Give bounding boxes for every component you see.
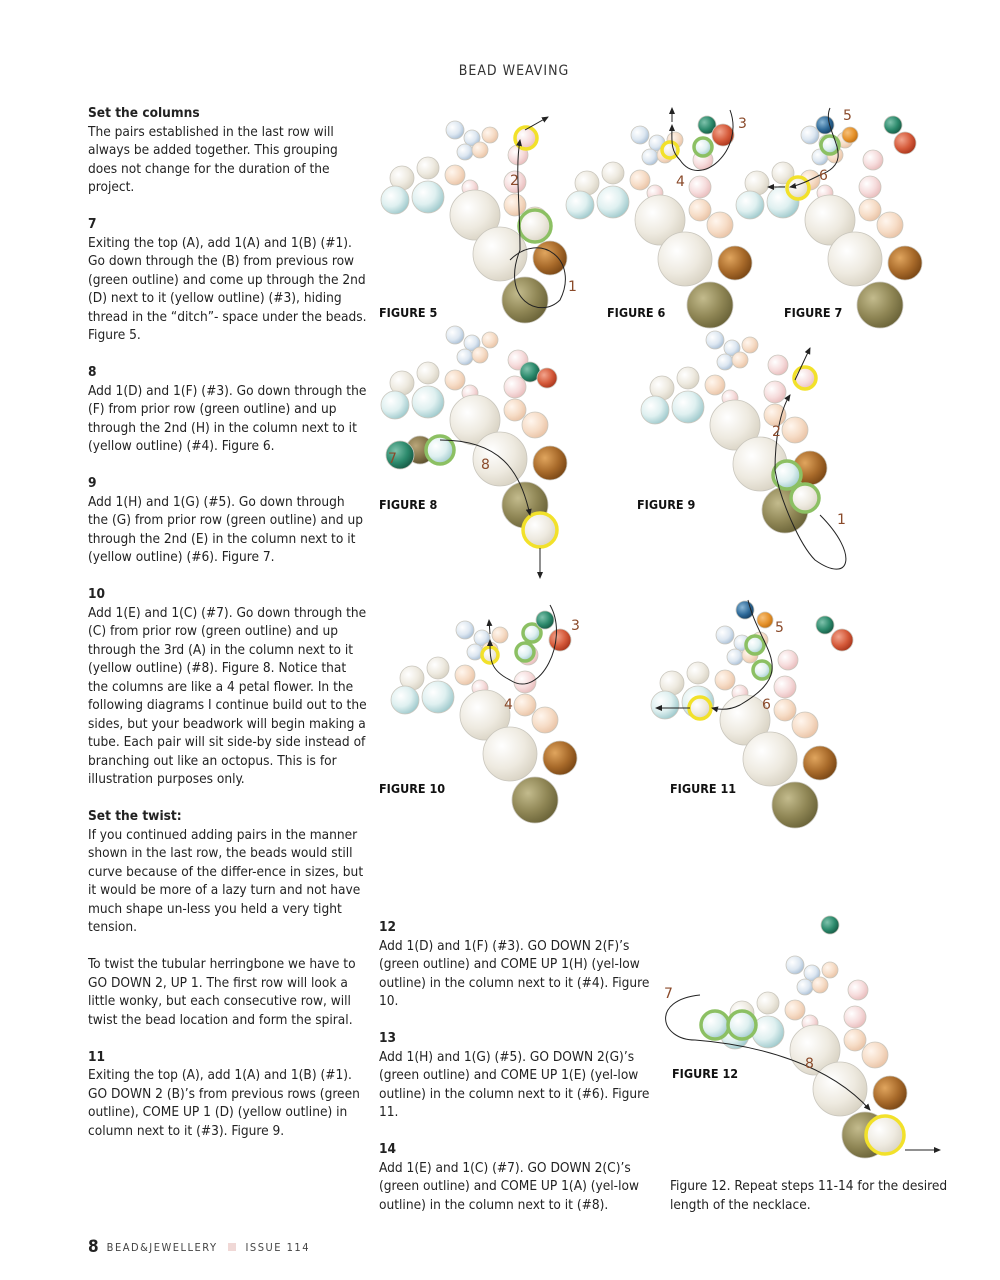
bead [787, 177, 809, 199]
bead [774, 699, 796, 721]
bead [519, 210, 551, 242]
step-number: 2 [510, 173, 519, 189]
figure-6-label: FIGURE 6 [607, 305, 666, 320]
bead [701, 1011, 729, 1039]
bead [642, 149, 658, 165]
bead [794, 367, 816, 389]
figure-9-diagram [641, 331, 846, 569]
figure-7-diagram [736, 108, 922, 328]
bead [536, 611, 554, 629]
bead [859, 176, 881, 198]
bead [514, 671, 536, 693]
step-number: 7 [388, 451, 397, 467]
bead [866, 1116, 904, 1154]
bead [778, 650, 798, 670]
bead [828, 232, 882, 286]
bead [736, 191, 764, 219]
bead [597, 186, 629, 218]
bead [707, 212, 733, 238]
bead [844, 1029, 866, 1051]
bead [523, 513, 557, 547]
paragraph-title: 8 [88, 364, 97, 380]
bead [743, 732, 797, 786]
bead [504, 194, 526, 216]
bead [782, 417, 808, 443]
footer-divider [228, 1243, 236, 1251]
bead [812, 977, 828, 993]
bead [631, 126, 649, 144]
bead [801, 126, 819, 144]
bead [785, 1000, 805, 1020]
paragraph-text: Add 1(E) and 1(C) (#7). Go down through the (C) from prior row (green outline) and up through the 3rd (A) in the column next to it (yellow outline) (#8). Figure 8. Notice that the columns are like a 4 petal flower. In the following diagrams I continue build out to the sides, but your beadwork will begin making a tube. Each pair will sit side-by side instead of branching out like an octopus. This is for illustration purposes only. [88, 604, 367, 787]
bead [533, 446, 567, 480]
bead [768, 355, 788, 375]
paragraph-text: Exiting the top (A), add 1(A) and 1(B) (#1). GO DOWN 2 (B)’s from previous rows (green outline), COME UP 1 (D) (yellow outline) in column next to it (#3). Figure 9. [88, 1067, 360, 1139]
bead [717, 354, 733, 370]
bead [821, 916, 839, 934]
bead [566, 191, 594, 219]
bead [417, 362, 439, 384]
paragraph-title: 9 [88, 475, 97, 491]
step-number: 8 [805, 1056, 814, 1072]
bead [549, 629, 571, 651]
issue-number: ISSUE 114 [245, 1240, 311, 1254]
figure-6-diagram [566, 108, 752, 328]
bead [391, 686, 419, 714]
bead [772, 782, 818, 828]
step-number: 5 [775, 620, 784, 636]
bead [512, 777, 558, 823]
figure-7-label: FIGURE 7 [784, 305, 843, 320]
bead [816, 616, 834, 634]
paragraph-text: To twist the tubular herringbone we have to GO DOWN 2, UP 1. The first row will look a little wonky, but each consecutive row, will twist the bead location and form the spiral. [88, 956, 356, 1028]
bead [873, 1076, 907, 1110]
bead [427, 657, 449, 679]
bead [757, 992, 779, 1014]
paragraph-title: Set the columns [88, 105, 200, 121]
bead [381, 391, 409, 419]
figure-9-label: FIGURE 9 [637, 497, 696, 512]
bead [457, 144, 473, 160]
bead [641, 396, 669, 424]
paragraph-title: 14 [379, 1141, 397, 1157]
bead [537, 368, 557, 388]
bead [483, 727, 537, 781]
paragraph-text: Add 1(D) and 1(F) (#3). Go down through the (F) from prior row (green outline) and up through the 2nd (H) in the column next to it (yellow outline) (#4). Figure 6. [88, 382, 367, 454]
bead [651, 691, 679, 719]
bead [694, 138, 712, 156]
bead [689, 176, 711, 198]
bead [857, 282, 903, 328]
paragraph-title: 12 [379, 919, 397, 935]
bead [455, 665, 475, 685]
bead [727, 649, 743, 665]
bead [746, 636, 764, 654]
step-number: 5 [843, 108, 852, 124]
paragraph-title: Set the twist: [88, 808, 182, 824]
bead [602, 162, 624, 184]
paragraph-text: Add 1(E) and 1(C) (#7). GO DOWN 2(C)’s (green outline) and COME UP 1(A) (yel-low outline) in the column next to it (#8). [379, 1159, 639, 1213]
bead [803, 746, 837, 780]
bead [689, 199, 711, 221]
bead [894, 132, 916, 154]
bead [728, 1011, 756, 1039]
bead [417, 157, 439, 179]
bead [677, 367, 699, 389]
bead [662, 142, 678, 158]
bead [764, 381, 786, 403]
bead [446, 121, 464, 139]
paragraph-text: The pairs established in the last row will always be added together. This grouping does not change for the duration of the project. [88, 123, 338, 195]
bead [522, 412, 548, 438]
bead [422, 681, 454, 713]
bead [831, 629, 853, 651]
bead [791, 484, 819, 512]
bead [732, 352, 748, 368]
bead [859, 199, 881, 221]
step-number: 1 [837, 512, 846, 528]
bead [687, 282, 733, 328]
bead [504, 399, 526, 421]
bead [764, 404, 786, 426]
bead [472, 142, 488, 158]
bead [516, 643, 534, 661]
bead [757, 612, 773, 628]
step-number: 3 [571, 618, 580, 634]
bead [753, 661, 771, 679]
step-numbers [388, 108, 852, 1072]
paragraph-text: Exiting the top (A), add 1(A) and 1(B) (#1). Go down through the (B) from previous row (green outline) and come up through the 2nd (D) next to it (yellow outline) (#3), hiding thread in the “ditch”- space under the beads. Figure 5. [88, 234, 367, 343]
paragraph-title: 13 [379, 1030, 397, 1046]
figure-5-label: FIGURE 5 [379, 305, 438, 320]
bead [786, 956, 804, 974]
step-number: 6 [819, 168, 828, 184]
bead [689, 697, 711, 719]
bead [672, 391, 704, 423]
bead [502, 277, 548, 323]
paragraph-text: Add 1(H) and 1(G) (#5). Go down through the (G) from prior row (green outline) and up through the 2nd (E) in the column next to it (yellow outline) (#6). Figure 7. [88, 493, 363, 565]
bead [862, 1042, 888, 1068]
figure-8-diagram [381, 326, 567, 578]
step-number: 8 [481, 457, 490, 473]
step-number: 6 [762, 697, 771, 713]
bead [774, 676, 796, 698]
bead [718, 246, 752, 280]
figure-12-caption: Figure 12. Repeat steps 11-14 for the desired length of the necklace. [670, 1178, 948, 1213]
thread-path [525, 117, 548, 130]
bead [445, 165, 465, 185]
magazine-name: BEAD&JEWELLERY [106, 1240, 218, 1254]
step-number: 4 [504, 697, 513, 713]
bead [792, 712, 818, 738]
bead [884, 116, 902, 134]
bead [482, 127, 498, 143]
bead [630, 170, 650, 190]
paragraph-text: Add 1(D) and 1(F) (#3). GO DOWN 2(F)’s (green outline) and COME UP 1(H) (yel-low outline) in the column next to it (#4). Figure 10. [379, 937, 650, 1009]
step-number: 7 [664, 986, 673, 1002]
bead [456, 621, 474, 639]
page-number: 8 [88, 1237, 99, 1257]
figure-12-diagram [666, 916, 940, 1158]
figure-12-label: FIGURE 12 [672, 1066, 739, 1081]
bead [467, 644, 483, 660]
bead [742, 337, 758, 353]
bead [533, 241, 567, 275]
bead [848, 980, 868, 1000]
step-number: 3 [738, 116, 747, 132]
bead [797, 979, 813, 995]
bead [472, 347, 488, 363]
bead [381, 186, 409, 214]
bead [822, 962, 838, 978]
figure-8-label: FIGURE 8 [379, 497, 438, 512]
bead [446, 326, 464, 344]
bead [813, 1062, 867, 1116]
bead [687, 662, 709, 684]
bead [532, 707, 558, 733]
bead [514, 694, 536, 716]
paragraph-text: If you continued adding pairs in the manner shown in the last row, the beads would still curve because of the differ-ence in sizes, but it would be more of a lazy turn and not have much shape un-less you held a very tight tension. [88, 826, 364, 935]
bead [715, 670, 735, 690]
bead [888, 246, 922, 280]
paragraph-title: 10 [88, 586, 106, 602]
figure-10-label: FIGURE 10 [379, 781, 446, 796]
bead [658, 232, 712, 286]
figure-11-label: FIGURE 11 [670, 781, 737, 796]
bead [844, 1006, 866, 1028]
bead [877, 212, 903, 238]
bead [842, 127, 858, 143]
step-number: 2 [772, 424, 781, 440]
bead [706, 331, 724, 349]
step-number: 1 [568, 279, 577, 295]
bead [515, 127, 537, 149]
bead [412, 386, 444, 418]
bead [523, 624, 541, 642]
bead [412, 181, 444, 213]
bead [863, 150, 883, 170]
step-number: 4 [676, 174, 685, 190]
bead [543, 741, 577, 775]
bead [705, 375, 725, 395]
paragraph-title: 7 [88, 216, 97, 232]
bead [457, 349, 473, 365]
bead [492, 627, 508, 643]
bead [716, 626, 734, 644]
paragraph-title: 11 [88, 1048, 106, 1065]
page-footer [88, 1237, 310, 1257]
figure-5-diagram [381, 117, 567, 323]
paragraph-text: Add 1(H) and 1(G) (#5). GO DOWN 2(G)’s (green outline) and COME UP 1(E) (yel-low outline) in the column next to it (#6). Figure 11. [379, 1048, 650, 1120]
thread-path [489, 620, 490, 634]
bead [445, 370, 465, 390]
bead [482, 332, 498, 348]
bead [712, 124, 734, 146]
section-header: BEAD WEAVING [458, 63, 570, 79]
